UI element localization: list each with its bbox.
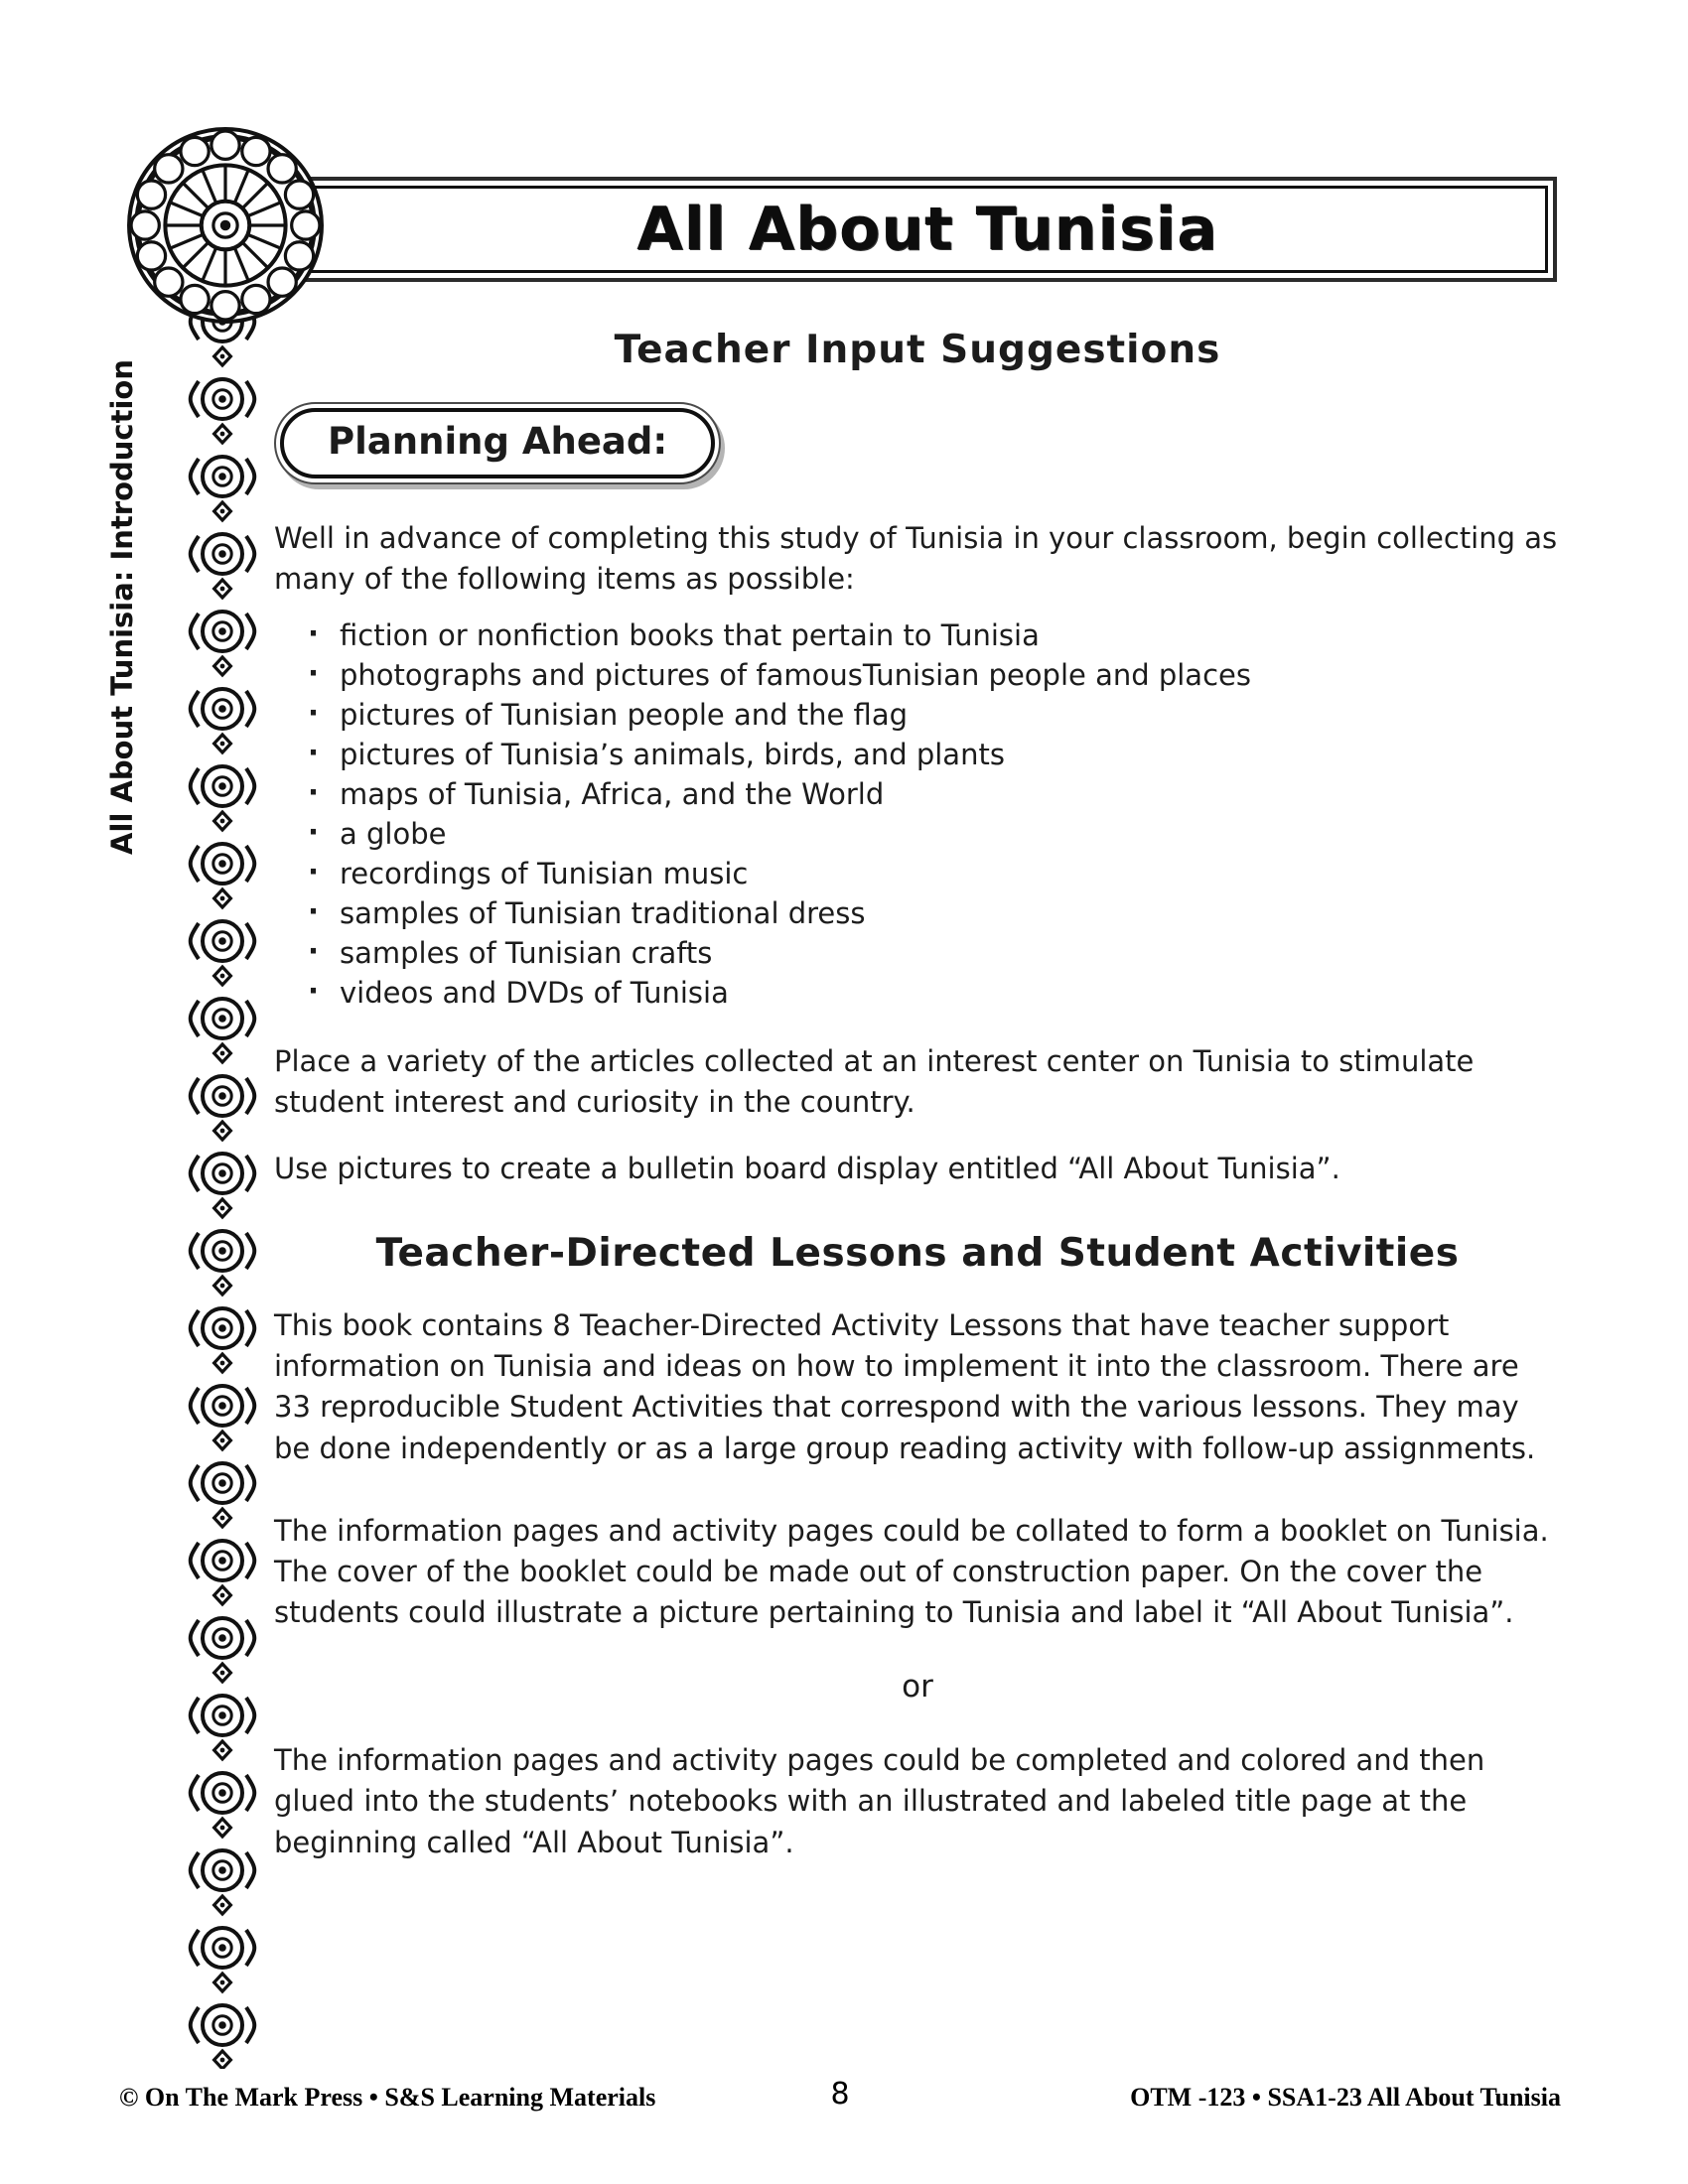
- title-banner: [298, 177, 1557, 282]
- main-content: [274, 328, 1561, 1889]
- chain-motif-icon: [183, 1455, 262, 1533]
- ornament-chain-icon: [179, 294, 266, 2069]
- page-number: 8: [830, 2077, 850, 2112]
- chain-motif-icon: [183, 1146, 262, 1223]
- list-item: [308, 735, 1561, 774]
- list-item: [308, 933, 1561, 973]
- interest-center-paragraph: Place a variety of the articles collected at an interest center on Tunisia to stimulate student interest and curiosity in the country.: [274, 1043, 1475, 1119]
- notebooks-paragraph: The information pages and activity pages could be completed and colored and then glued into the students’ notebooks with an illustrated and labeled title page at the beginning called “All About Tunisia”.: [274, 1743, 1485, 1859]
- bullet-dot-icon: ·: [308, 775, 320, 810]
- footer-publisher: © On The Mark Press • S&S Learning Materials: [119, 2083, 656, 2112]
- chain-motif-icon: [183, 681, 262, 758]
- planning-ahead-badge: [274, 402, 721, 484]
- booklet-paragraph: The information pages and activity pages could be collated to form a booklet on Tunisia. The cover of the booklet could be made out of construction paper. On the cover the students could illustrate a picture pertaining to Tunisia and label it “All About Tunisia”.: [274, 1513, 1549, 1630]
- chain-motif-icon: [183, 991, 262, 1068]
- list-item: [308, 854, 1561, 893]
- chain-motif-icon: [183, 913, 262, 991]
- chain-motif-icon: [183, 836, 262, 913]
- bullet-dot-icon: ·: [308, 616, 320, 651]
- chain-motif-icon: [183, 1300, 262, 1378]
- list-item-text: recordings of Tunisian music: [340, 857, 749, 891]
- chain-motif-icon: [183, 526, 262, 604]
- bullet-dot-icon: ·: [308, 656, 320, 691]
- list-item-text: fiction or nonfiction books that pertain to Tunisia: [340, 618, 1040, 653]
- chain-motif-icon: [183, 1997, 262, 2069]
- materials-list: [274, 615, 1561, 1013]
- chain-motif-icon: [183, 1688, 262, 1765]
- list-item: [308, 774, 1561, 814]
- sidebar-vertical-label-text: All About Tunisia: Introduction: [105, 358, 139, 855]
- bullet-dot-icon: ·: [308, 696, 320, 731]
- chain-motif-icon: [183, 1378, 262, 1455]
- list-item: [308, 893, 1561, 933]
- section-heading: Teacher-Directed Lessons and Student Activities: [375, 1231, 1460, 1277]
- book-contains-paragraph: This book contains 8 Teacher-Directed Activity Lessons that have teacher support information on Tunisia and ideas on how to implement it into the classroom. There are 33 reproducible Student Activities that correspond with the various lessons. They may be done independently or as a large group reading activity with follow-up assignments.: [274, 1308, 1536, 1465]
- bullet-dot-icon: ·: [308, 934, 320, 969]
- chain-motif-icon: [183, 604, 262, 681]
- list-item: [308, 695, 1561, 735]
- rosette-icon: [125, 125, 326, 326]
- or-divider: or: [902, 1669, 933, 1706]
- planning-ahead-badge-label: Planning Ahead:: [280, 408, 715, 478]
- chain-motif-icon: [183, 758, 262, 836]
- chain-motif-icon: [183, 1843, 262, 1920]
- list-item-text: samples of Tunisian traditional dress: [340, 896, 866, 931]
- chain-motif-icon: [183, 1610, 262, 1688]
- chain-motif-icon: [183, 1765, 262, 1843]
- bulletin-board-paragraph: Use pictures to create a bulletin board display entitled “All About Tunisia”.: [274, 1151, 1340, 1185]
- list-item-text: pictures of Tunisian people and the flag: [340, 698, 908, 733]
- list-item: [308, 655, 1561, 695]
- page-subtitle: Teacher Input Suggestions: [614, 328, 1221, 372]
- bullet-dot-icon: ·: [308, 894, 320, 929]
- chain-motif-icon: [183, 449, 262, 526]
- page-footer: [119, 2077, 1561, 2122]
- bullet-dot-icon: ·: [308, 815, 320, 850]
- list-item-text: photographs and pictures of famousTunisian people and places: [340, 658, 1251, 693]
- chain-motif-icon: [183, 1533, 262, 1610]
- list-item-text: a globe: [340, 817, 447, 852]
- chain-motif-icon: [183, 1920, 262, 1997]
- sidebar-vertical-label: [93, 334, 151, 880]
- list-item-text: samples of Tunisian crafts: [340, 936, 713, 971]
- title-banner-inner: [307, 186, 1548, 273]
- intro-paragraph: Well in advance of completing this study of Tunisia in your classroom, begin collecting as many of the following items as possible:: [274, 521, 1558, 597]
- bullet-dot-icon: ·: [308, 974, 320, 1009]
- chain-motif-icon: [183, 1068, 262, 1146]
- list-item-text: videos and DVDs of Tunisia: [340, 976, 729, 1011]
- list-item: [308, 973, 1561, 1013]
- chain-motif-icon: [183, 371, 262, 449]
- page-title: All About Tunisia: [636, 195, 1218, 264]
- footer-product-code: OTM -123 • SSA1-23 All About Tunisia: [1130, 2083, 1561, 2112]
- list-item-text: maps of Tunisia, Africa, and the World: [340, 777, 885, 812]
- chain-motif-icon: [183, 1223, 262, 1300]
- list-item: [308, 814, 1561, 854]
- list-item-text: pictures of Tunisia’s animals, birds, and plants: [340, 738, 1005, 772]
- bullet-dot-icon: ·: [308, 855, 320, 889]
- list-item: [308, 615, 1561, 655]
- bullet-dot-icon: ·: [308, 736, 320, 770]
